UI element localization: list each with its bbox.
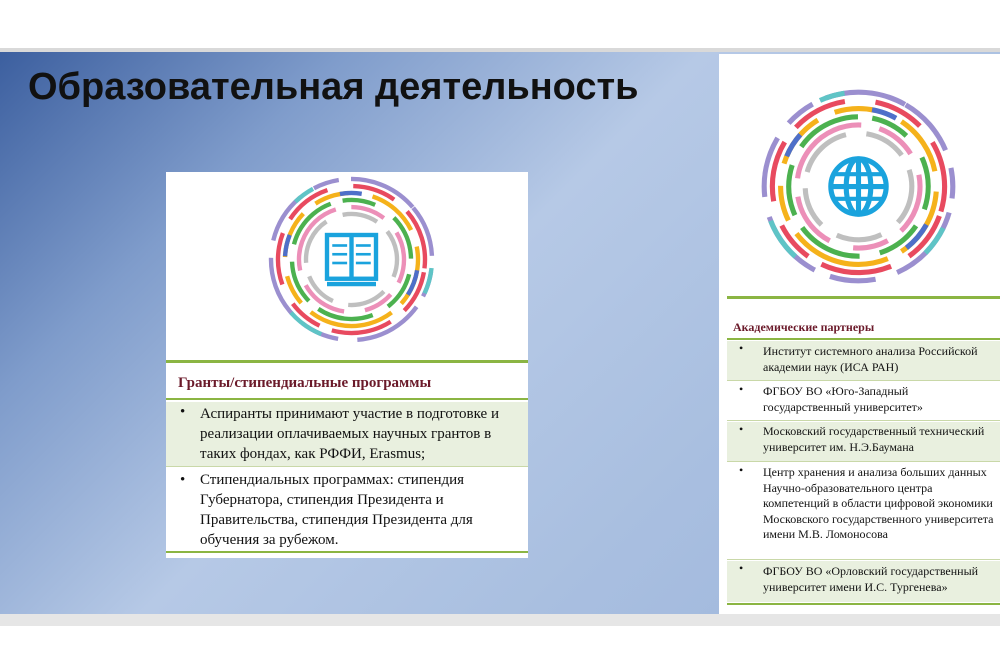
list-item-text: ФГБОУ ВО «Орловский государственный университет имени И.С. Тургенева» bbox=[763, 564, 979, 594]
grants-card bbox=[166, 172, 528, 558]
slide-bottom-border bbox=[0, 614, 1000, 626]
bullet: • bbox=[739, 341, 744, 355]
list-item-text: ФГБОУ ВО «Юго-Западный государственный университет» bbox=[763, 384, 923, 414]
bullet: • bbox=[739, 463, 744, 477]
globe-emblem bbox=[756, 84, 961, 289]
list-item bbox=[727, 561, 1000, 602]
list-item-text: Московский государственный технический университет им. Н.Э.Баумана bbox=[763, 424, 985, 454]
list-item-text: Стипендиальных программах: стипендия Губернатора, стипендия Президента и Правительства, стипендия Президента для обучения за рубежом. bbox=[200, 472, 473, 548]
section-title: Гранты/стипендиальные программы bbox=[178, 375, 432, 391]
section-divider bbox=[727, 296, 1000, 299]
partners-card bbox=[719, 54, 1000, 614]
list-item bbox=[727, 463, 1000, 558]
list-item-text: Аспиранты принимают участие в подготовке и реализации оплачиваемых научных грантов в таких фондах, как РФФИ, Erasmus; bbox=[200, 406, 499, 462]
list-item-text: Центр хранения и анализа больших данных Научно-образовательного центра компетенций в области цифровой экономики Московского государственного университета имени М.В. Ломоносова bbox=[763, 465, 994, 541]
book-icon bbox=[327, 235, 376, 284]
item-separator bbox=[727, 559, 1000, 560]
bullet: • bbox=[739, 422, 744, 436]
book-emblem bbox=[264, 172, 439, 347]
bullet: • bbox=[180, 404, 186, 420]
section-divider bbox=[166, 398, 528, 400]
item-separator bbox=[166, 466, 528, 467]
section-divider bbox=[166, 360, 528, 363]
list-item bbox=[727, 422, 1000, 461]
window-top-area bbox=[0, 0, 1000, 48]
list-item bbox=[727, 341, 1000, 381]
item-separator bbox=[727, 461, 1000, 462]
list-item bbox=[166, 402, 528, 466]
section-divider bbox=[727, 338, 1000, 340]
bullet: • bbox=[739, 382, 744, 396]
list-item bbox=[166, 470, 528, 550]
globe-icon bbox=[831, 159, 886, 214]
list-item bbox=[727, 382, 1000, 420]
bullet: • bbox=[739, 561, 744, 575]
section-divider bbox=[727, 603, 1000, 605]
section-divider bbox=[166, 551, 528, 553]
item-separator bbox=[727, 420, 1000, 421]
section-title: Академические партнеры bbox=[733, 320, 875, 334]
list-item-text: Институт системного анализа Российской академии наук (ИСА РАН) bbox=[763, 344, 978, 374]
bullet: • bbox=[180, 472, 186, 488]
item-separator bbox=[727, 380, 1000, 381]
slide-title: Образовательная деятельность bbox=[28, 66, 639, 108]
